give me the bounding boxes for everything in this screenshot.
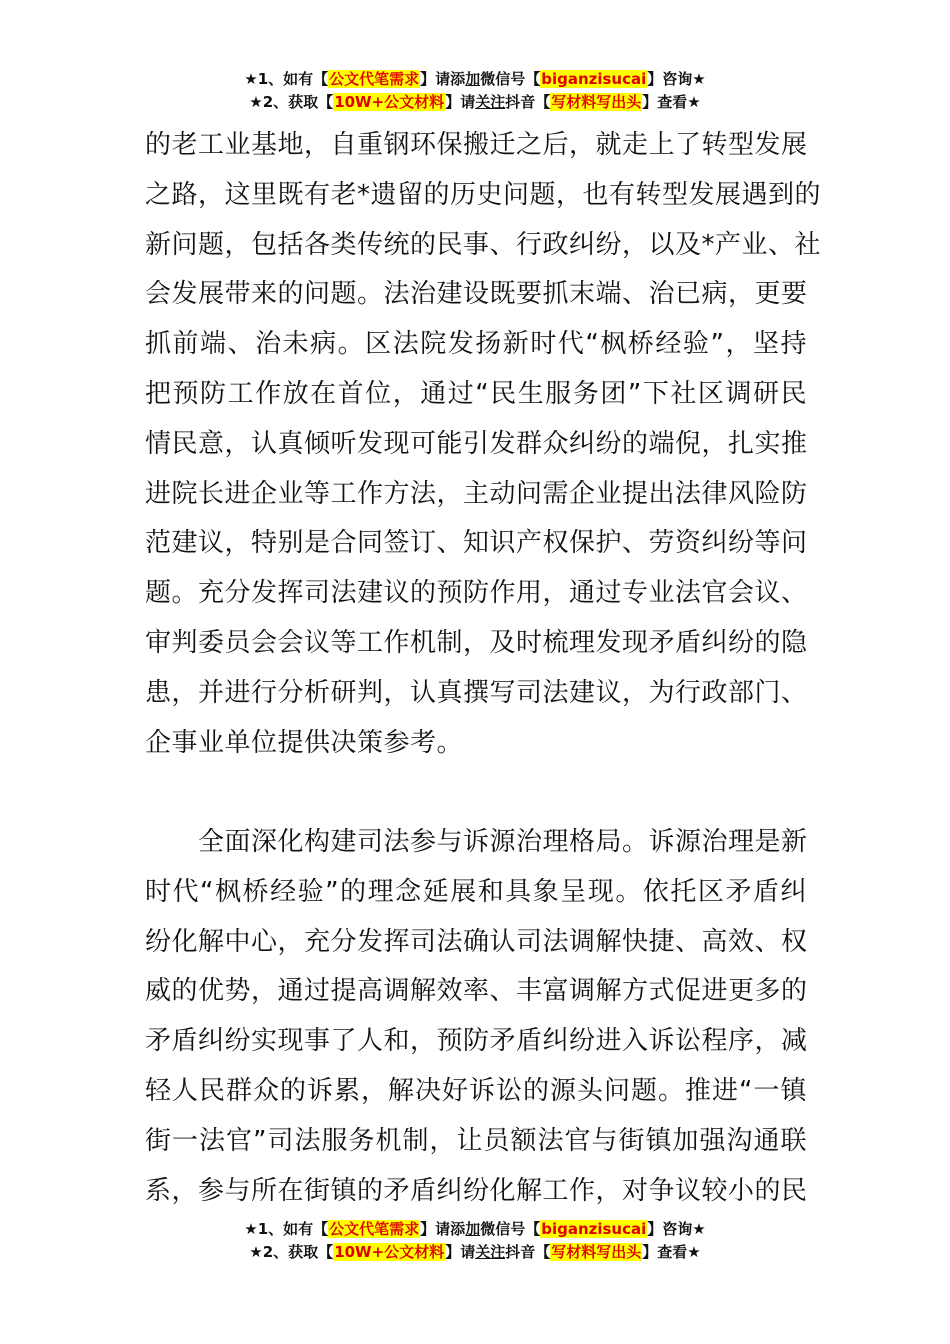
- banner-text: 】请添: [420, 70, 466, 88]
- banner-highlight: 公文代笔需求: [329, 1220, 420, 1238]
- banner-line-1: [0, 68, 950, 91]
- text-line: 会发展带来的问题。法治建设既要抓末端、治已病，更要: [145, 279, 808, 310]
- banner-text: 微信号【: [480, 70, 541, 88]
- banner-text: 抖音【: [505, 93, 551, 111]
- text-line: 系，参与所在街镇的矛盾纠纷化解工作，对争议较小的民: [145, 1175, 808, 1206]
- banner-highlight: 10W+公文材料: [334, 93, 445, 111]
- banner-highlight: 写材料写出头: [551, 93, 642, 111]
- banner-text: 】请: [445, 93, 476, 111]
- banner-highlight: 写材料写出头: [551, 1243, 642, 1261]
- banner-underline-text: 加: [465, 1220, 481, 1238]
- banner-line-2: [0, 1241, 950, 1264]
- text-line: 威的优势，通过提高调解效率、丰富调解方式促进更多的: [145, 976, 808, 1007]
- banner-text: 】查看★: [642, 93, 701, 111]
- banner-text: ★2、获取【: [249, 93, 334, 111]
- banner-text: 】请: [445, 1243, 476, 1261]
- text-line: 矛盾纠纷实现事了人和，预防矛盾纠纷进入诉讼程序，减: [145, 1026, 808, 1057]
- text-line: 纷化解中心，充分发挥司法确认司法调解快捷、高效、权: [145, 926, 808, 957]
- banner-highlight: biganzisucai: [541, 1220, 647, 1238]
- text-line: 街一法官”司法服务机制，让员额法官与街镇加强沟通联: [145, 1125, 807, 1156]
- banner-text: 微信号【: [480, 1220, 541, 1238]
- footer-banner: [0, 1218, 950, 1264]
- text-line: 题。充分发挥司法建议的预防作用，通过专业法官会议、: [145, 578, 808, 609]
- banner-line-2: [0, 91, 950, 114]
- banner-text: ★1、如有【: [244, 1220, 329, 1238]
- banner-underline-text: 关注: [475, 1243, 506, 1261]
- banner-underline-text: 加: [465, 70, 481, 88]
- text-line: 审判委员会会议等工作机制，及时梳理发现矛盾纠纷的隐: [145, 627, 808, 658]
- text-line: 之路，这里既有老*遗留的历史问题，也有转型发展遇到的: [145, 179, 822, 210]
- banner-highlight: biganzisucai: [541, 70, 647, 88]
- text-line: 的老工业基地，自重钢环保搬迁之后，就走上了转型发展: [145, 130, 808, 160]
- banner-text: 抖音【: [505, 1243, 551, 1261]
- paragraph-2: [145, 818, 807, 1216]
- text-line: 进院长进企业等工作方法，主动问需企业提出法律风险防: [145, 478, 808, 509]
- banner-highlight: 公文代笔需求: [329, 70, 420, 88]
- paragraph-1: [145, 121, 822, 768]
- banner-text: ★2、获取【: [249, 1243, 334, 1261]
- text-line: 时代“枫桥经验”的理念延展和具象呈现。依托区矛盾纠: [145, 876, 807, 907]
- banner-highlight: 10W+公文材料: [334, 1243, 445, 1261]
- text-line: 患，并进行分析研判，认真撰写司法建议，为行政部门、: [145, 677, 808, 708]
- banner-text: ★1、如有【: [244, 70, 329, 88]
- text-line: 抓前端、治未病。区法院发扬新时代“枫桥经验”，坚持: [145, 329, 807, 360]
- text-line: 把预防工作放在首位，通过“民生服务团”下社区调研民: [145, 378, 807, 409]
- text-line: 全面深化构建司法参与诉源治理格局。诉源治理是新: [145, 827, 808, 857]
- text-line: 轻人民群众的诉累，解决好诉讼的源头问题。推进“一镇: [145, 1075, 807, 1106]
- banner-underline-text: 关注: [475, 93, 506, 111]
- banner-line-1: [0, 1218, 950, 1241]
- banner-text: 】咨询★: [647, 70, 706, 88]
- text-line: 情民意，认真倾听发现可能引发群众纠纷的端倪，扎实推: [145, 428, 808, 459]
- text-line: 范建议，特别是合同签订、知识产权保护、劳资纠纷等问: [145, 528, 808, 559]
- text-line: 企事业单位提供决策参考。: [145, 727, 464, 758]
- banner-text: 】查看★: [642, 1243, 701, 1261]
- header-banner: [0, 68, 950, 114]
- banner-text: 】请添: [420, 1220, 466, 1238]
- banner-text: 】咨询★: [647, 1220, 706, 1238]
- text-line: 新问题，包括各类传统的民事、行政纠纷，以及*产业、社: [145, 229, 822, 260]
